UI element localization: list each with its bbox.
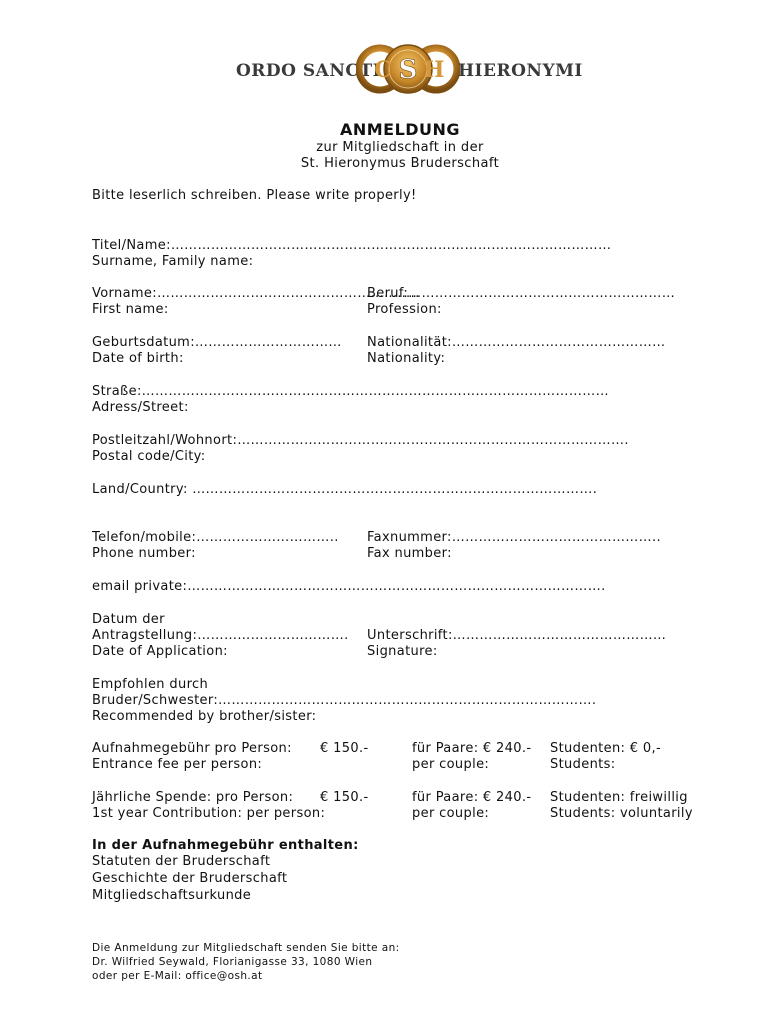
included-item-history: Geschichte der Bruderschaft [92, 871, 288, 886]
field-telefon: Telefon/mobile:………………………….. [92, 530, 339, 545]
field-fax-label-en: Fax number: [367, 546, 452, 561]
field-nationalitaet-label-en: Nationality: [367, 351, 446, 366]
fee-yearly-couple: für Paare: € 240.- [412, 790, 532, 805]
field-beruf: Beruf:…………………………………………………… [367, 286, 676, 301]
footer-email: oder per E-Mail: office@osh.at [92, 970, 263, 982]
page-title: ANMELDUNG [339, 120, 461, 139]
instruction-text: Bitte leserlich schreiben. Please write properly! [92, 188, 417, 203]
fee-entrance-label-en: Entrance fee per person: [92, 757, 263, 772]
svg-text:S: S [398, 55, 418, 85]
field-unterschrift: Unterschrift:………………………………………… [367, 628, 667, 643]
svg-text:C: C [374, 57, 392, 83]
field-geburtsdatum-label-en: Date of birth: [92, 351, 184, 366]
fee-entrance-student-en: Students: [550, 757, 616, 772]
logo-text-left: ORDO SANCTI [236, 61, 382, 81]
field-postal-city-label-en: Postal code/City: [92, 449, 206, 464]
field-beruf-label-en: Profession: [367, 302, 442, 317]
field-datum-label-en: Date of Application: [92, 644, 228, 659]
field-title-name: Titel/Name:……………………………………………………………………………………… [92, 238, 612, 253]
field-title-name-label-en: Surname, Family name: [92, 254, 254, 269]
field-empfohlen-line-2: Bruder/Schwester:…………………………………………………………………………. [92, 693, 597, 708]
field-postal-city: Postleitzahl/Wohnort:……………………………………………………………………………. [92, 433, 629, 448]
subtitle-line-2: St. Hieronymus Bruderschaft [300, 156, 500, 171]
fee-yearly-amount: € 150.- [320, 790, 369, 805]
field-strasse: Straße:…………………………………………………………………………………………… [92, 384, 609, 399]
field-strasse-label-en: Adress/Street: [92, 400, 189, 415]
included-item-certificate: Mitgliedschaftsurkunde [92, 888, 252, 903]
fee-yearly-label-en: 1st year Contribution: per person: [92, 806, 326, 821]
field-nationalitaet: Nationalität:………………………………………… [367, 335, 666, 350]
field-geburtsdatum: Geburtsdatum:…………………………… [92, 335, 342, 350]
fee-entrance-couple: für Paare: € 240.- [412, 741, 532, 756]
fee-entrance-label: Aufnahmegebühr pro Person: [92, 741, 292, 756]
fee-yearly-student-en: Students: voluntarily [550, 806, 693, 821]
fee-yearly-label: Jährliche Spende: pro Person: [92, 790, 294, 805]
fee-entrance-couple-en: per couple: [412, 757, 490, 772]
fee-yearly-couple-en: per couple: [412, 806, 490, 821]
logo-text-right: HIERONYMI [458, 61, 583, 81]
footer-line-1: Die Anmeldung zur Mitgliedschaft senden Sie bitte an: [92, 942, 400, 954]
osh-monogram-logo [356, 42, 460, 96]
fee-yearly-student: Studenten: freiwillig [550, 790, 688, 805]
field-unterschrift-label-en: Signature: [367, 644, 438, 659]
included-heading: In der Aufnahmegebühr enthalten: [92, 838, 359, 853]
field-datum-line-2: Antragstellung:……………………………. [92, 628, 349, 643]
field-empfohlen-label-en: Recommended by brother/sister: [92, 709, 317, 724]
included-item-statutes: Statuten der Bruderschaft [92, 854, 271, 869]
field-vorname: Vorname:………………………………………………….. [92, 286, 420, 301]
field-empfohlen-line-1: Empfohlen durch [92, 677, 209, 692]
field-datum-line-1: Datum der [92, 612, 165, 627]
field-fax: Faxnummer:……………………………………….. [367, 530, 661, 545]
svg-text:H: H [423, 57, 445, 83]
field-vorname-label-en: First name: [92, 302, 169, 317]
subtitle-line-1: zur Mitgliedschaft in der [316, 140, 484, 155]
field-email: email private:…………………………………………………………………………………. [92, 579, 606, 594]
fee-entrance-amount: € 150.- [320, 741, 369, 756]
field-telefon-label-en: Phone number: [92, 546, 196, 561]
field-country: Land/Country: ………………………………………………………………………………. [92, 482, 598, 497]
footer-address: Dr. Wilfried Seywald, Florianigasse 33, 1080 Wien [92, 956, 373, 968]
fee-entrance-student: Studenten: € 0,- [550, 741, 662, 756]
